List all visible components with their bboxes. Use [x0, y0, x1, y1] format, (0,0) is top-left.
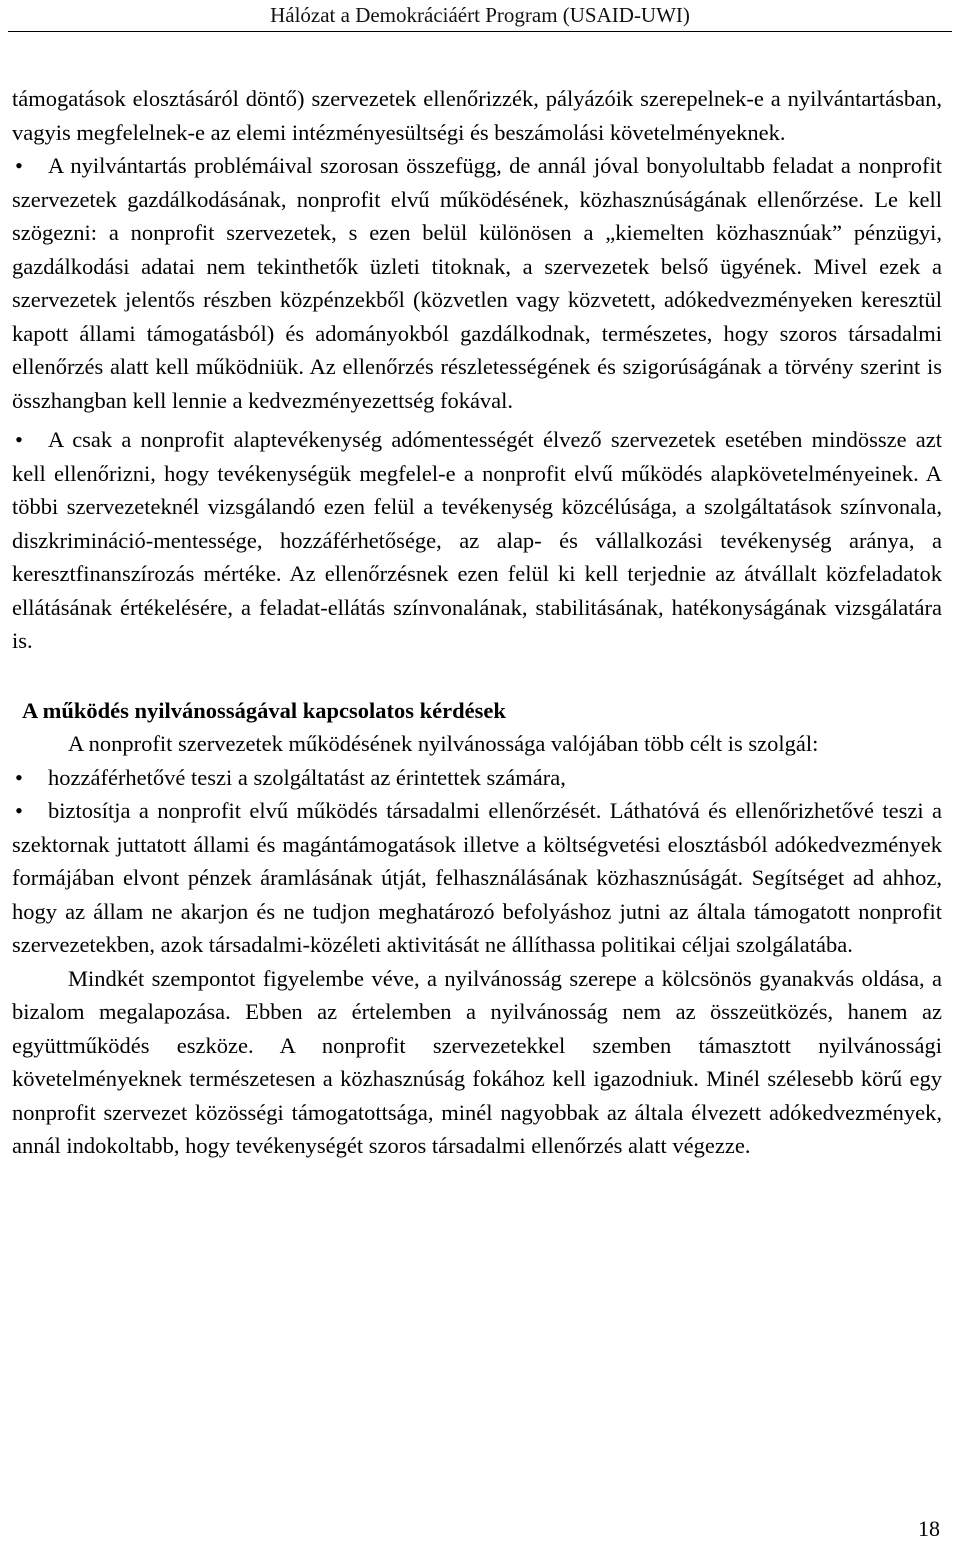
section-heading: A működés nyilvánosságával kapcsolatos kérdések — [22, 697, 506, 723]
bullet-text: hozzáférhetővé teszi a szolgáltatást az érintettek számára, — [48, 764, 566, 790]
bullet-text: A nyilvántartás problémáival szorosan összefügg, de annál jóval bonyolultabb feladat a nonprofit szervezetek gazdálkodásának, nonprofit elvű működésének, közhasznúságának ellenőrzése. Le kell szögezni: a nonprofit szervezetek, s ezen belül különösen a „kiemelten közhasznúak” pénzügyi, gazdálkodási adatai nem tekinthetők üzleti titoknak, a szervezetek belső ügyének. Mivel ezek a szervezetek jelentős részben közpénzekből (közvetlen vagy közvetett, adókedvezményeken keresztül kapott állami támogatásból) és adományokból gazdálkodnak, természetes, hogy szoros társadalmi ellenőrzés alatt kell működniük. Az ellenőrzés részletességének és szigorúságának a törvény szerint is összhangban kell lennie a kedvezményezettség fokával. — [12, 153, 942, 413]
bullet-item-access — [12, 761, 942, 795]
header-rule — [8, 31, 952, 32]
bullet-text: A csak a nonprofit alaptevékenység adómentességét élvező szervezetek esetében mindössze azt kell ellenőrizni, hogy tevékenységük megfelel-e a nonprofit elvű működés alapkövetelményeinek. A többi szervezeteknél vizsgálandó ezen felül a tevékenység közcélúsága, a szolgáltatások színvonala, diszkrimináció-mentessége, hozzáférhetősége, az alap- és vállalkozási tevékenység aránya, a keresztfinanszírozás mértéke. Az ellenőrzésnek ezen felül ki kell terjednie az átvállalt közfeladatok ellátásának értékelésére, a feladat-ellátás színvonalának, stabilitásának, hatékonyságának vizsgálatára is. — [12, 427, 942, 653]
bullet-item-social-control — [12, 794, 942, 962]
bullet-icon: • — [15, 153, 23, 178]
page-body — [12, 82, 942, 1163]
paragraph-intro: A nonprofit szervezetek működésének nyilvánossága valójában több célt is szolgál: — [68, 731, 819, 756]
paragraph-conclusion: Mindkét szempontot figyelembe véve, a nyilvánosság szerepe a kölcsönös gyanakvás oldása, a bizalom megalapozása. Ebben az értelemben a nyilvánosság nem az összeütközés, hanem az együttműködés eszköze. A nonprofit szervezetekkel szemben támasztott nyilvánossági követelményeknek természetesen a közhasznúság fokához kell igazodniuk. Minél szélesebb körű egy nonprofit szervezet közösségi támogatottsága, minél nagyobbak az általa élvezett adókedvezmények, annál indokoltabb, hogy tevékenységét szoros társadalmi ellenőrzés alatt végezze. — [12, 965, 942, 1158]
paragraph-continuation: támogatások elosztásáról döntő) szervezetek ellenőrizzék, pályázóik szerepelnek-e a nyilvántartásban, vagyis megfelelnek-e az elemi intézményesültségi és beszámolási követelményeknek. — [12, 86, 942, 145]
running-header: Hálózat a Demokráciáért Program (USAID-UWI) — [270, 3, 690, 27]
bullet-item-tax-exempt-orgs — [12, 423, 942, 658]
bullet-icon: • — [15, 798, 23, 823]
bullet-item-registry-problems — [12, 149, 942, 417]
page-number: 18 — [918, 1516, 940, 1541]
bullet-icon: • — [15, 427, 23, 452]
bullet-icon: • — [15, 764, 23, 790]
bullet-text: biztosítja a nonprofit elvű működés társadalmi ellenőrzését. Láthatóvá és ellenőrizhetővé teszi a szektornak juttatott állami és magántámogatások illetve a költségvetési elosztásból adókedvezmények formájában elvont pénzek áramlásának útját, felhasználásának közhasznúságát. Segítséget ad ahhoz, hogy az állam ne akarjon és ne tudjon meghatározó befolyáshoz jutni az általa támogatott nonprofit szervezetekben, azok társadalmi-közéleti aktivitását ne állíthassa politikai céljai szolgálatába. — [12, 798, 942, 957]
